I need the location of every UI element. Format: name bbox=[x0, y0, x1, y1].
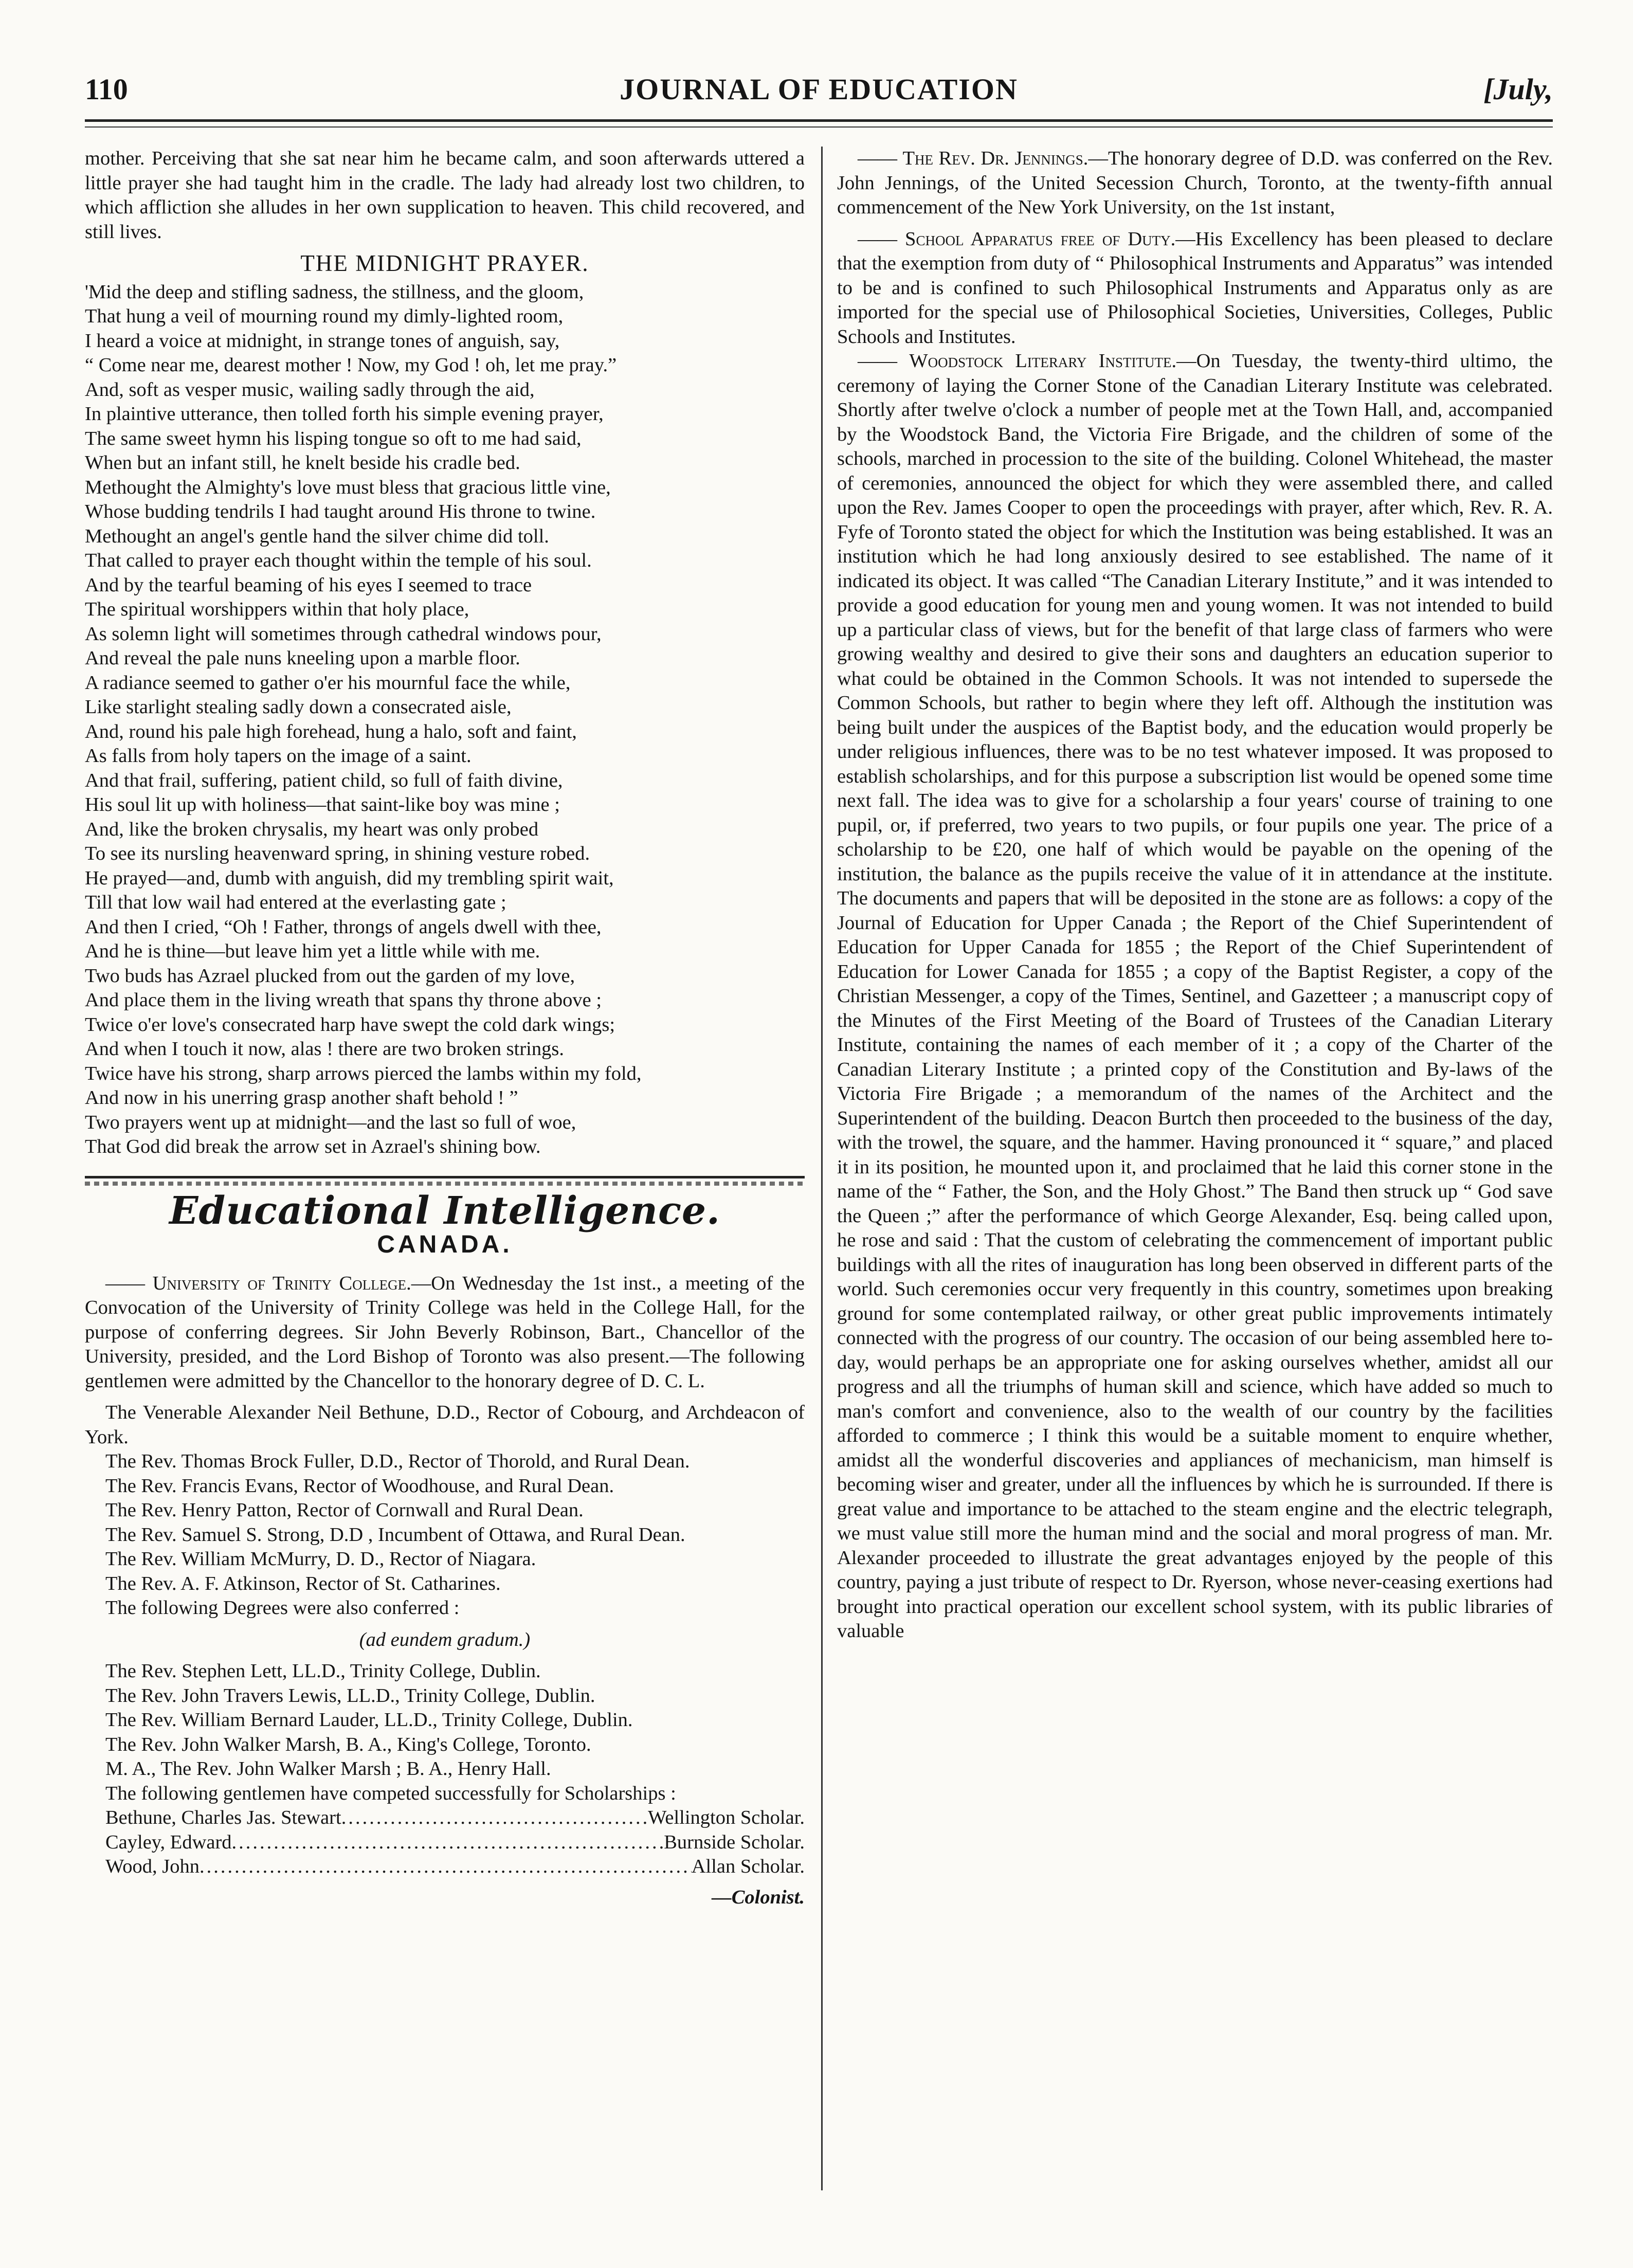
dcl-recipient: The following Degrees were also conferred : bbox=[105, 1597, 460, 1619]
poem-line: And, round his pale high forehead, hung a halo, soft and faint, bbox=[85, 720, 577, 742]
poem-line: The same sweet hymn his lisping tongue so oft to me had said, bbox=[85, 427, 582, 449]
poem-line: As falls from holy tapers on the image of a saint. bbox=[85, 745, 471, 767]
poem-line: Whose budding tendrils I had taught around His throne to twine. bbox=[85, 501, 596, 522]
poem-line: His soul lit up with holiness—that saint-like boy was mine ; bbox=[85, 794, 560, 815]
page-number: 110 bbox=[85, 72, 128, 106]
poem-line: And by the tearful beaming of his eyes I seemed to trace bbox=[85, 574, 532, 596]
intro-paragraph: mother. Perceiving that she sat near him he became calm, and soon afterwards uttered a little prayer she had taught him in the cradle. The lady had already lost two children, to which affliction she alludes in her own supplication to heaven. This child recovered, and still lives. bbox=[85, 148, 805, 243]
ad-eundem-list bbox=[85, 1659, 805, 1806]
scholar-name: Wood, John bbox=[105, 1856, 199, 1877]
poem-line: And that frail, suffering, patient child, so full of faith divine, bbox=[85, 769, 563, 791]
issue-month: [July, bbox=[1483, 72, 1553, 106]
poem-line: Till that low wail had entered at the everlasting gate ; bbox=[85, 892, 506, 913]
poem-line: Twice have his strong, sharp arrows pierced the lambs within my fold, bbox=[85, 1062, 642, 1084]
dcl-recipient: The Rev. William McMurry, D. D., Rector of Niagara. bbox=[105, 1548, 536, 1570]
poem-line: He prayed—and, dumb with anguish, did my trembling spirit wait, bbox=[85, 867, 614, 889]
poem-line: Like starlight stealing sadly down a consecrated aisle, bbox=[85, 696, 512, 718]
apparatus-heading: School Apparatus free of Duty. bbox=[905, 228, 1176, 250]
dcl-recipient: The Rev. Thomas Brock Fuller, D.D., Rector of Thorold, and Rural Dean. bbox=[105, 1450, 690, 1472]
ad-eundem-recipient: The Rev. Stephen Lett, LL.D., Trinity College, Dublin. bbox=[105, 1660, 541, 1682]
apparatus-body: —His Excellency has been pleased to declare that the exemption from duty of “ Philosophical Instruments and Apparatus” was intended to be and is confined to such Philosophical Instruments and Apparatus only as are imported for the special use of Philosophical Societies, Universities, Colleges, Public Schools and Institutes. bbox=[837, 228, 1553, 348]
poem-line: Methought an angel's gentle hand the silver chime did toll. bbox=[85, 525, 549, 547]
ad-eundem-recipient: M. A., The Rev. John Walker Marsh ; B. A., Henry Hall. bbox=[105, 1758, 551, 1780]
poem-line: When but an infant still, he knelt beside his cradle bed. bbox=[85, 452, 520, 474]
ad-eundem-recipient: The following gentlemen have competed successfully for Scholarships : bbox=[105, 1782, 676, 1804]
ad-eundem-recipient: The Rev. William Bernard Lauder, LL.D., Trinity College, Dublin. bbox=[105, 1709, 633, 1731]
dcl-recipient: The Rev. Henry Patton, Rector of Cornwall and Rural Dean. bbox=[105, 1499, 584, 1521]
trinity-body: —On Wednesday the 1st inst., a meeting of the Convocation of the University of Trinity College was held in the College Hall, for the purpose of conferring degrees. Sir John Beverly Robinson, Bart., Chancellor of the University, presided, and the Lord Bishop of Toronto was also present.—The following gentlemen were admitted by the Chancellor to the honorary degree of D. C. L. bbox=[85, 1272, 805, 1392]
dot-leader bbox=[232, 1830, 664, 1855]
jennings-paragraph: —— The Rev. Dr. Jennings.—The honorary degree of D.D. was conferred on the Rev. John Jennings, of the United Secession Church, Toronto, at the twenty-fifth annual commencement of the New York University, on the 1st instant, bbox=[837, 148, 1553, 218]
poem-line: “ Come near me, dearest mother ! Now, my God ! oh, let me pray.” bbox=[85, 354, 617, 376]
dcl-recipient: The Rev. Samuel S. Strong, D.D , Incumbent of Ottawa, and Rural Dean. bbox=[105, 1523, 685, 1546]
scholarship-award: Allan Scholar. bbox=[691, 1856, 805, 1877]
journal-title: JOURNAL OF EDUCATION bbox=[620, 72, 1018, 106]
jennings-body: —The honorary degree of D.D. was conferred on the Rev. John Jennings, of the United Secession Church, Toronto, at the twenty-fifth annual commencement of the New York University, on the 1st instant, bbox=[837, 148, 1553, 218]
poem-line: The spiritual worshippers within that holy place, bbox=[85, 598, 469, 620]
section-title: Educational Intelligence. bbox=[169, 1188, 720, 1233]
ad-eundem-recipient: The Rev. John Travers Lewis, LL.D., Trinity College, Dublin. bbox=[105, 1684, 595, 1707]
poem-title: THE MIDNIGHT PRAYER. bbox=[300, 250, 589, 276]
poem-line: And now in his unerring grasp another shaft behold ! ” bbox=[85, 1087, 518, 1109]
poem-line: To see its nursling heavenward spring, in shining vesture robed. bbox=[85, 843, 590, 864]
header-rule-thin bbox=[85, 126, 1553, 128]
woodstock-heading: Woodstock Literary Institute. bbox=[909, 350, 1177, 372]
section-subtitle: CANADA. bbox=[377, 1231, 513, 1258]
poem-line: 'Mid the deep and stifling sadness, the stillness, and the gloom, bbox=[85, 281, 584, 303]
dcl-list bbox=[85, 1401, 805, 1621]
scholar-name: Bethune, Charles Jas. Stewart bbox=[105, 1807, 341, 1828]
poem-line: And, soft as vesper music, wailing sadly through the aid, bbox=[85, 378, 535, 401]
source-credit: —Colonist. bbox=[712, 1886, 805, 1908]
trinity-paragraph: —— University of Trinity College.—On Wednesday the 1st inst., a meeting of the Convocation of the University of Trinity College was held in the College Hall, for the purpose of conferring degrees. Sir John Beverly Robinson, Bart., Chancellor of the University, presided, and the Lord Bishop of Toronto was also present.—The following gentlemen were admitted by the Chancellor to the honorary degree of D. C. L. bbox=[85, 1272, 805, 1392]
dcl-recipient: The Rev. Francis Evans, Rector of Woodhouse, and Rural Dean. bbox=[105, 1475, 614, 1497]
poem-line: That called to prayer each thought within the temple of his soul. bbox=[85, 550, 592, 571]
jennings-heading: The Rev. Dr. Jennings. bbox=[902, 148, 1088, 169]
scholarship-award: Wellington Scholar. bbox=[648, 1807, 805, 1828]
poem-line: And when I touch it now, alas ! there are two broken strings. bbox=[85, 1038, 564, 1060]
woodstock-body: —On Tuesday, the twenty-third ultimo, the ceremony of laying the Corner Stone of the Canadian Literary Institute was celebrated. Shortly after twelve o'clock a number of people met at the Town Hall, and, accompanied by the Woodstock Band, the Victoria Fire Brigade, and the children of some of the schools, marched in procession to the site of the building. Colonel Whitehead, the master of ceremonies, announced the object for which they were assembled there, and called upon the Rev. James Cooper to open the proceedings with prayer, after which, Rev. R. A. Fyfe of Toronto stated the object for which the Institution was being established. It was an institution which he had long anxiously desired to see established. The name of it indicated its object. It was called “The Canadian Literary Institute,” and it was intended to provide a good education for young men and young women. It was not intended to build up a particular class of views, but for the benefit of that large class of farmers who were growing wealthy and desired to give their sons and daughters an education superior to what could be obtained in the Common Schools. It was not intended to supersede the Common Schools, but rather to begin where they left off. Although the institution was being built under the auspices of the Baptist body, and the education would properly be under religious influences, there was to be no test whatever imposed. It was proposed to establish scholarships, and for this purpose a subscription list would be opened some time next fall. The idea was to give for a scholarship a four years' course of training to one pupil, or, if preferred, two years to two pupils, or four pupils one year. The price of a scholarship to be £20, one half of which would be payable on the opening of the institution, the balance as the pupils receive the value of it in attendance at the institute. The documents and papers that will be deposited in the stone are as follows: a copy of the Journal of Education for Upper Canada ; the Report of the Chief Superintendent of Education for Upper Canada for 1855 ; the Report of the Chief Superintendent of Education for Lower Canada for 1855 ; a copy of the Baptist Register, a copy of the Christian Messenger, a copy of the Times, Sentinel, and Gazetteer ; a manuscript copy of the Minutes of the First Meeting of the Board of Trustees of the Canadian Literary Institute, containing the names of each member of it ; a copy of the Charter of the Canadian Literary Institute ; a printed copy of the Constitution and By-laws of the Victoria Fire Brigade ; a memorandum of the names of the Architect and the Superintendent of the building. Deacon Burtch then proceeded to the business of the day, with the trowel, the square, and the hammer. Having pronounced it “ square,” and placed it in its position, he mounted upon it, and proclaimed that he laid this corner stone in the name of the “ Father, the Son, and the Holy Ghost.” The Band then struck up “ God save the Queen ;” after the performance of which George Alexander, Esq. being called upon, he rose and said : That the custom of celebrating the commencement of important public buildings with all the rites of inauguration has long been observed in different parts of the world. Such ceremonies occur very frequently in this country, sometimes upon breaking ground for some contemplated railway, or other great public improvements intimately connected with the progress of our country. The occasion of our being assembled here to-day, would perhaps be an appropriate one for asking ourselves whether, amidst all our progress and all the triumphs of human skill and science, which have added so much to man's comfort and convenience, also to the wealth of our country by the facilities afforded to commerce ; I think this would be a suitable moment to enquire whether, amidst all the wonderful discoveries and appliances of mechanicism, man himself is becoming wiser and greater, under all the influences by which he is surrounded. If there is great value and importance to be attached to the steam engine and the electric telegraph, we must value still more the human mind and the social and moral progress of man. Mr. Alexander proceeded to illustrate the great advantages enjoyed by the people of this country, paying a just tribute of respect to Dr. Ryerson, whose never-ceasing exertions had brought into practical operation our excellent school system, with its public libraries of valuable bbox=[837, 350, 1553, 1642]
left-column bbox=[85, 147, 805, 1910]
woodstock-paragraph: —— Woodstock Literary Institute.—On Tuesday, the twenty-third ultimo, the ceremony of laying the Corner Stone of the Canadian Literary Institute was celebrated. Shortly after twelve o'clock a number of people met at the Town Hall, and, accompanied by the Woodstock Band, the Victoria Fire Brigade, and the children of some of the schools, marched in procession to the site of the building. Colonel Whitehead, the master of ceremonies, announced the object for which they were assembled there, and called upon the Rev. James Cooper to open the proceedings with prayer, after which, Rev. R. A. Fyfe of Toronto stated the object for which the Institution was being established. It was an institution which he had long anxiously desired to see established. The name of it indicated its object. It was called “The Canadian Literary Institute,” and it was intended to provide a good education for young men and young women. It was not intended to build up a particular class of views, but for the benefit of that large class of farmers who were growing wealthy and desired to give their sons and daughters an education superior to what could be obtained in the Common Schools. It was not intended to supersede the Common Schools, but rather to begin where they left off. Although the institution was being built under the auspices of the Baptist body, and the education would properly be under religious influences, there was to be no test whatever imposed. It was proposed to establish scholarships, and for this purpose a subscription list would be opened some time next fall. The idea was to give for a scholarship a four years' course of training to one pupil, or, if preferred, two years to two pupils, or four pupils one year. The price of a scholarship to be £20, one half of which would be payable on the opening of the institution, the balance as the pupils receive the value of it in attendance at the institute. The documents and papers that will be deposited in the stone are as follows: a copy of the Journal of Education for Upper Canada ; the Report of the Chief Superintendent of Education for Upper Canada for 1855 ; the Report of the Chief Superintendent of Education for Lower Canada for 1855 ; a copy of the Baptist Register, a copy of the Christian Messenger, a copy of the Times, Sentinel, and Gazetteer ; a manuscript copy of the Minutes of the First Meeting of the Board of Trustees of the Canadian Literary Institute, containing the names of each member of it ; a copy of the Charter of the Canadian Literary Institute ; a printed copy of the Constitution and By-laws of the Victoria Fire Brigade ; a memorandum of the names of the Architect and the Superintendent of the building. Deacon Burtch then proceeded to the business of the day, with the trowel, the square, and the hammer. Having pronounced it “ square,” and placed it in its position, he mounted upon it, and proclaimed that he laid this corner stone in the name of the “ Father, the Son, and the Holy Ghost.” The Band then struck up “ God save the Queen ;” after the performance of which George Alexander, Esq. being called upon, he rose and said : That the custom of celebrating the commencement of important public buildings with all the rites of inauguration has long been observed in different parts of the world. Such ceremonies occur very frequently in this country, sometimes upon breaking ground for some contemplated railway, or other great public improvements intimately connected with the progress of our country. The occasion of our being assembled here to-day, would perhaps be an appropriate one for asking ourselves whether, amidst all our progress and all the triumphs of human skill and science, which have added so much to man's comfort and convenience, also to the wealth of our country by the facilities afforded to commerce ; I think this would be a suitable moment to enquire whether, amidst all the wonderful discoveries and appliances of mechanicism, man himself is becoming wiser and greater, under all the influences by which he is surrounded. If there is great value and importance to be attached to the steam engine and the electric telegraph, we must value still more the human mind and the social and moral progress of man. Mr. Alexander proceeded to illustrate the great advantages enjoyed by the people of this country, paying a just tribute of respect to Dr. Ryerson, whose never-ceasing exertions had brought into practical operation our excellent school system, with its public libraries of valuable bbox=[837, 350, 1553, 1642]
poem-line: Twice o'er love's consecrated harp have swept the cold dark wings; bbox=[85, 1013, 615, 1036]
scholar-name: Cayley, Edward bbox=[105, 1831, 232, 1853]
poem-line: A radiance seemed to gather o'er his mournful face the while, bbox=[85, 672, 571, 694]
poem-line: And he is thine—but leave him yet a little while with me. bbox=[85, 940, 540, 962]
poem bbox=[85, 280, 805, 1159]
ad-eundem-heading: (ad eundem gradum.) bbox=[359, 1628, 531, 1650]
poem-line: Methought the Almighty's love must bless that gracious little vine, bbox=[85, 476, 611, 498]
scholarship-row bbox=[105, 1855, 805, 1879]
column-divider bbox=[821, 147, 823, 2190]
dcl-recipient: The Rev. A. F. Atkinson, Rector of St. Catharines. bbox=[105, 1572, 501, 1594]
section-separator-ornament bbox=[85, 1182, 805, 1186]
header-rule bbox=[85, 119, 1553, 122]
poem-line: And place them in the living wreath that spans thy throne above ; bbox=[85, 989, 602, 1011]
ad-eundem-recipient: The Rev. John Walker Marsh, B. A., King's College, Toronto. bbox=[105, 1733, 591, 1755]
scholarship-award: Burnside Scholar. bbox=[664, 1831, 805, 1853]
poem-line: In plaintive utterance, then tolled forth his simple evening prayer, bbox=[85, 403, 604, 425]
poem-line: I heard a voice at midnight, in strange tones of anguish, say, bbox=[85, 330, 560, 352]
poem-line: Two buds has Azrael plucked from out the garden of my love, bbox=[85, 965, 575, 987]
poem-line: And, like the broken chrysalis, my heart was only probed bbox=[85, 818, 539, 840]
dot-leader bbox=[199, 1855, 692, 1879]
section-separator bbox=[85, 1176, 805, 1178]
poem-line: As solemn light will sometimes through cathedral windows pour, bbox=[85, 623, 602, 645]
running-header bbox=[85, 72, 1553, 113]
scholarship-row bbox=[105, 1806, 805, 1830]
dot-leader bbox=[341, 1806, 648, 1830]
poem-line: That hung a veil of mourning round my dimly-lighted room, bbox=[85, 305, 564, 327]
dcl-recipient: The Venerable Alexander Neil Bethune, D.D., Rector of Cobourg, and Archdeacon of York. bbox=[85, 1402, 805, 1448]
poem-line: And reveal the pale nuns kneeling upon a marble floor. bbox=[85, 647, 520, 669]
apparatus-paragraph: —— School Apparatus free of Duty.—His Excellency has been pleased to declare that the exemption from duty of “ Philosophical Instruments and Apparatus” was intended to be and is confined to such Philosophical Instruments and Apparatus only as are imported for the special use of Philosophical Societies, Universities, Colleges, Public Schools and Institutes. bbox=[837, 228, 1553, 348]
poem-line: And then I cried, “Oh ! Father, throngs of angels dwell with thee, bbox=[85, 916, 602, 938]
scholarship-row bbox=[105, 1830, 805, 1855]
right-column bbox=[837, 147, 1553, 1644]
scholarship-list bbox=[85, 1806, 805, 1879]
trinity-heading: University of Trinity College. bbox=[152, 1272, 411, 1294]
poem-line: That God did break the arrow set in Azrael's shining bow. bbox=[85, 1136, 541, 1157]
poem-line: Two prayers went up at midnight—and the last so full of woe, bbox=[85, 1111, 576, 1133]
